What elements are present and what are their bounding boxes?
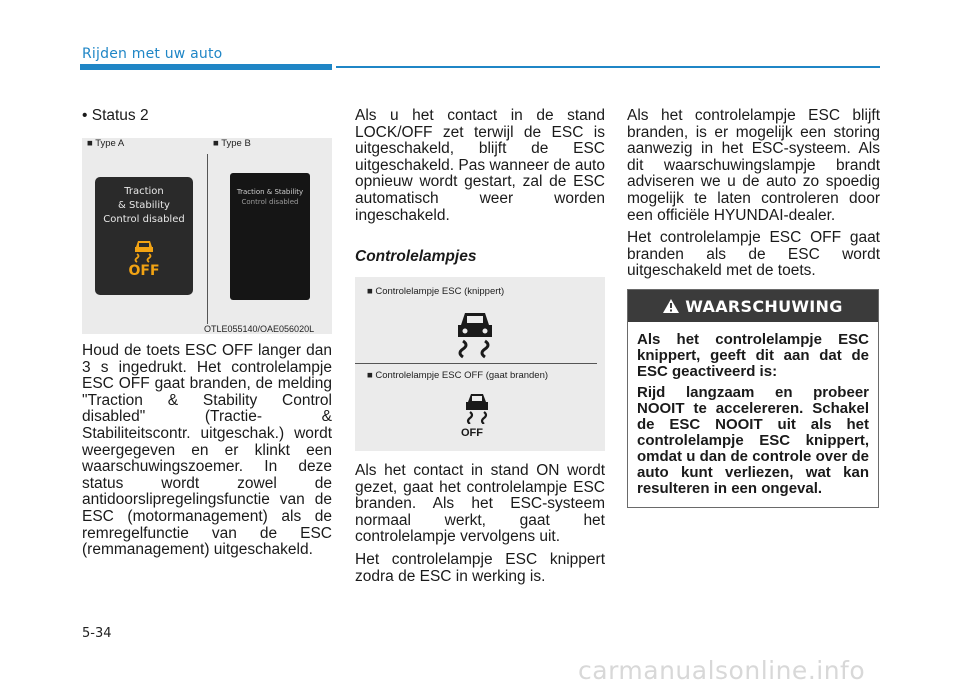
page-number: 5-34 — [82, 626, 112, 641]
controlelampjes-heading: Controlelampjes — [355, 248, 477, 265]
indicator-esc-off-label: ■ Controlelampje ESC OFF (gaat branden) — [367, 370, 549, 381]
status-body-paragraph: Houd de toets ESC OFF langer dan 3 s ingedrukt. Het controlelampje ESC OFF gaat branden, de melding "Traction & Stability Control disabled" (Tractie- & Stabiliteitscontr. uitgeschak.) wordt weergegeven en er klinkt een waarschuwingszoemer. In deze status wordt zowel de antidoorslipregelingsfunctie van de ESC (motormanagement) als de remregelfunctie van de ESC (remmanagement) uitgeschakeld. — [82, 342, 332, 559]
cluster-a-text-line2: & Stability — [118, 200, 170, 211]
cluster-display-type-a — [95, 177, 193, 295]
figure-divider — [207, 154, 208, 324]
indicator-off-label: OFF — [461, 427, 483, 439]
column-2-intro — [355, 108, 605, 230]
indicator-esc-label: ■ Controlelampje ESC (knippert) — [367, 286, 505, 297]
warning-title: WAARSCHUWING — [685, 296, 843, 316]
warning-triangle-icon — [663, 299, 679, 313]
warning-paragraph-1: Als het controlelampje ESC knippert, geeft dit aan dat de ESC geactiveerd is: — [637, 331, 869, 380]
header-bar — [80, 64, 332, 70]
esc-indicator-icon — [453, 307, 497, 359]
cluster-b-text-line1: Traction & Stability — [236, 188, 304, 196]
warning-paragraph-2: Rijd langzaam en probeer NOOIT te accelereren. Schakel de ESC NOOIT uit als het controlelampje ESC knippert, omdat u dan de controle over de auto kunt verliezen, wat kan resulteren in een ongeval. — [637, 384, 869, 497]
warning-body — [628, 322, 878, 497]
column-3-body — [627, 108, 880, 286]
esc-off-indicator-icon — [463, 390, 491, 424]
cluster-a-text-line3: Control disabled — [103, 214, 185, 225]
status-figure — [82, 138, 332, 334]
cluster-display-type-b — [230, 173, 310, 300]
figure-code: OTLE055140/OAE056020L — [204, 324, 315, 334]
cluster-a-text-line1: Traction — [124, 186, 164, 197]
warning-header — [628, 290, 878, 322]
indicator-figure — [355, 277, 605, 451]
cluster-b-text-line2: Control disabled — [241, 197, 299, 206]
status-body-text — [82, 343, 332, 565]
esc-stays-on-paragraph: Als het controlelampje ESC blijft branden, is er mogelijk een storing aanwezig in het ESC-systeem. Als dit waarschuwingslampje brandt adviseren we u de auto zo spoedig mogelijk te laten controleren door een officiële HYUNDAI-dealer. — [627, 107, 880, 224]
esc-off-paragraph: Het controlelampje ESC OFF gaat branden als de ESC wordt uitgeschakeld met de toets. — [627, 229, 880, 280]
figure-tag-type-a: ■ Type A — [87, 138, 125, 149]
esc-car-skid-icon — [132, 237, 156, 263]
status-heading: • Status 2 — [82, 107, 149, 124]
cluster-a-off-label: OFF — [128, 263, 160, 279]
section-title: Rijden met uw auto — [82, 46, 223, 62]
figure-tag-type-b: ■ Type B — [213, 138, 251, 149]
watermark: carmanualsonline.info — [578, 656, 866, 685]
column-2-body — [355, 463, 605, 591]
warning-box — [627, 289, 879, 508]
lock-off-paragraph: Als u het contact in de stand LOCK/OFF zet terwijl de ESC is uitgeschakeld, blijft de ESC uitgeschakeld. Pas wanneer de auto opnieuw wordt gestart, zal de ESC automatisch weer worden ingeschakeld. — [355, 107, 605, 224]
contact-on-paragraph: Als het contact in stand ON wordt gezet, gaat het controlelampje ESC branden. Als het ESC-systeem normaal werkt, gaat het controlelampje vervolgens uit. — [355, 462, 605, 546]
indicator-divider — [355, 363, 597, 364]
header-rule — [336, 66, 880, 68]
esc-blinks-paragraph: Het controlelampje ESC knippert zodra de ESC in werking is. — [355, 550, 605, 585]
